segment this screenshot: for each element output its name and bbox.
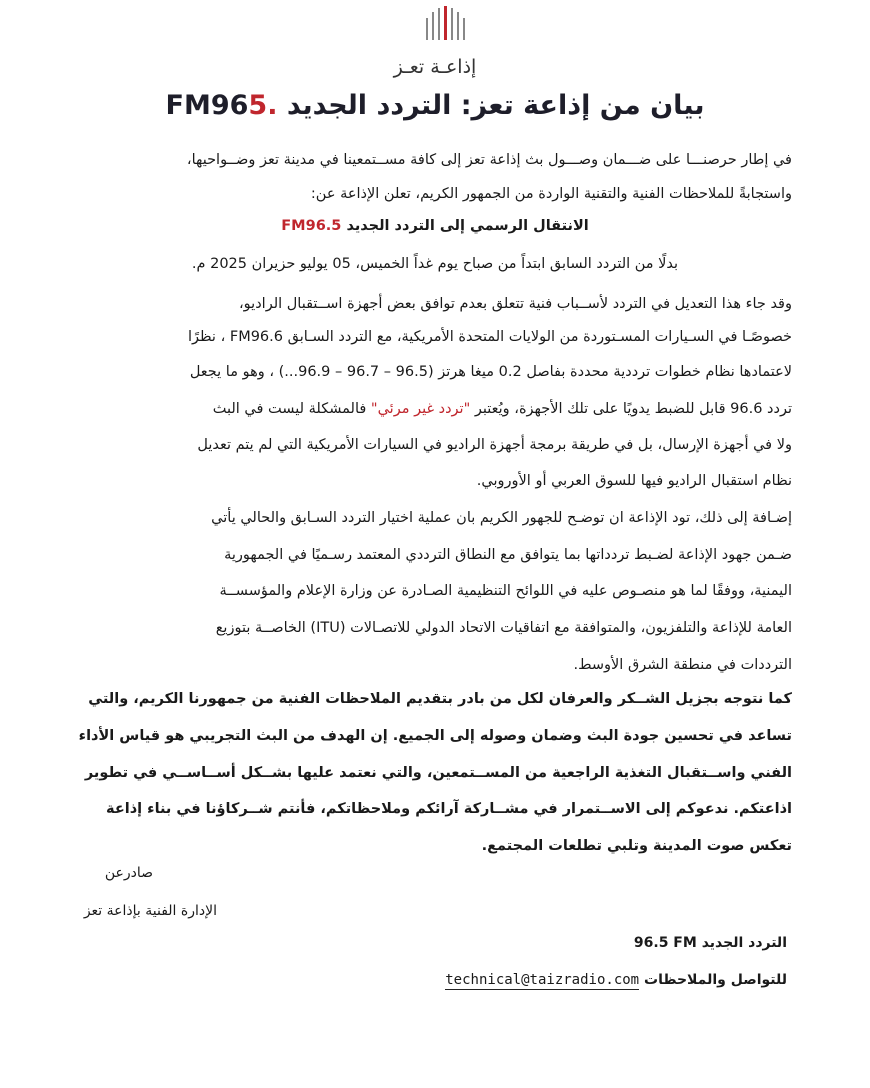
- issued-by: صادرعن: [104, 865, 153, 881]
- announcement-frequency: FM96.5: [281, 218, 342, 234]
- p4-line2: تساعد في تحسين جودة البث وضمان وصوله إلى الجميع. إن الهدف من البث التجريبي هو قياس الأداء: [78, 728, 792, 744]
- p4-line3: الفني واســتقبال التغذية الراجعية من المســتمعين، والتي نعتمد عليها بشــكل أســاســي في تطوير: [84, 765, 792, 781]
- title-prefix: بيان من إذاعة تعز: التردد الجديد: [286, 90, 705, 121]
- logo-text: إذاعـة تعـز: [393, 56, 477, 78]
- contact-email-link[interactable]: technical@taizradio.com: [445, 972, 640, 988]
- p2-line4-end: فالمشكلة ليست في البث: [212, 401, 367, 417]
- p3-line3: اليمنية، ووفقًا لما هو منصـوص عليه في اللوائح التنظيمية الصـادرة عن وزارة الإعلام والمؤسســة: [219, 583, 792, 599]
- invisible-frequency-quote: "تردد غير مرئي": [370, 401, 471, 417]
- p1-line1: في إطار حرصنـــا على ضـــمان وصـــول بث إذاعة تعز إلى كافة مســتمعينا في مدينة تعز وضــواحيها،: [186, 152, 792, 168]
- p2-line5: ولا في أجهزة الإرسال، بل في طريقة برمجة أجهزة الراديو في السيارات الأمريكية التي لم يتم تعديل: [197, 437, 792, 453]
- p3-line1: إضـافة إلى ذلك، تود الإذاعة ان توضـح للجهور الكريم بان عملية اختيار التردد السـابق والحالي يأتي: [211, 510, 792, 526]
- p4-line4: اذاعتكم. ندعوكم إلى الاســتمرار في مشــاركة آرائكم وملاحظاتكم، فأنتم شــركاؤنا في بناء إذاعة: [106, 801, 792, 817]
- department-name: الإدارة الفنية بإذاعة تعز: [83, 903, 217, 919]
- p2-line4-start: تردد 96.6 قابل للضبط يدويًا على تلك الأجهزة، ويُعتبر: [474, 401, 792, 417]
- title-frequency-red: 5.: [248, 90, 278, 121]
- page-title: [0, 90, 870, 121]
- p2-line6: نظام استقبال الراديو فيها للسوق العربي أو الأوروبي.: [476, 473, 792, 489]
- title-frequency-tail: FM96: [165, 90, 249, 121]
- p4-line1: كما نتوجه بجزيل الشــكر والعرفان لكل من بادر بتقديم الملاحظات الفنية من جمهورنا الكريم، والتي: [88, 691, 792, 707]
- p2-line4: [213, 399, 792, 419]
- p3-line2: ضـمن جهود الإذاعة لضـبط تردداتها بما يتوافق مع النطاق الترددي المعتمد رسـميًا في الجمهورية: [224, 547, 792, 563]
- title-frequency: [166, 90, 278, 121]
- p1-line2: واستجابةً للملاحظات الفنية والتقنية الواردة من الجمهور الكريم، تعلن الإذاعة عن:: [310, 186, 792, 202]
- p2-line2: خصوصًـا في السـيارات المسـتوردة من الولايات المتحدة الأمريكية، مع التردد السـابق FM96.6 ، نظرًا: [188, 329, 792, 345]
- p3-line4: العامة للإذاعة والتلفزيون، والمتوافقة مع اتفاقيات الاتحاد الدولي للاتصـالات (ITU) الخاصــة بتوزيع: [215, 620, 792, 636]
- p2-line1: وقد جاء هذا التعديل في التردد لأســباب فنية تتعلق بعدم توافق بعض أجهزة اســتقبال الراديو،: [239, 296, 792, 312]
- new-frequency-value: 96.5 FM: [633, 935, 697, 951]
- announcement-line: [0, 218, 870, 234]
- new-frequency-line: [634, 935, 787, 951]
- radio-logo-icon: [423, 6, 473, 42]
- date-line: بدلًا من التردد السابق ابتداً من صباح يوم غداً الخميس، 05 يوليو حزيران 2025 م.: [191, 256, 679, 272]
- p3-line5: الترددات في منطقة الشرق الأوسط.: [573, 657, 792, 673]
- p4-line5: تعكس صوت المدينة وتلبي تطلعات المجتمع.: [481, 838, 792, 854]
- contact-line: [445, 972, 787, 988]
- contact-label: للتواصل والملاحظات: [644, 972, 787, 988]
- p2-line3: لاعتمادها نظام خطوات ترددية محددة بفاصل 0.2 ميغا هرتز (96.5 – 96.7 – 96.9...) ، وهو ما يجعل: [189, 364, 792, 380]
- announcement-text: الانتقال الرسمي إلى التردد الجديد: [346, 218, 589, 234]
- new-frequency-label: التردد الجديد: [701, 935, 787, 951]
